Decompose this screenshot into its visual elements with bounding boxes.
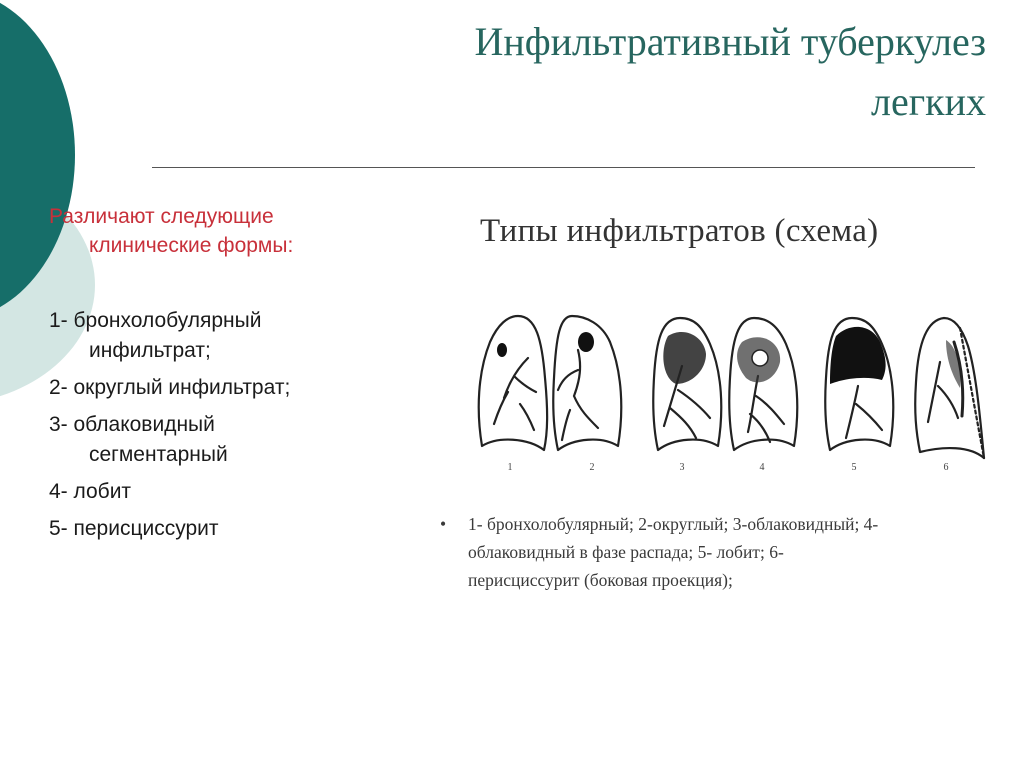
list-item-line2: инфильтрат; [89,339,211,362]
lung-outline-3 [653,318,721,450]
intro-line1: Различают следующие [49,205,274,228]
list-item-line1: 2- округлый инфильтрат; [49,376,291,399]
list-item-line1: 1- бронхолобулярный [49,309,262,332]
list-item-line2: сегментарный [89,443,228,466]
lung-number-6: 6 [943,462,949,473]
figure-caption [440,510,1020,594]
lung-outline-5 [825,318,893,450]
list-item-line1: 4- лобит [49,480,132,503]
lung-number-5: 5 [851,462,857,473]
intro-line2: клинические формы: [89,234,294,257]
title-divider [152,167,975,168]
slide-title-line1: Инфильтративный туберкулез [474,19,986,64]
list-item [49,373,290,403]
clinical-forms-list [49,306,290,551]
list-item [49,306,290,366]
lung-number-4: 4 [759,462,765,473]
slide-title-line2: легких [871,79,986,124]
lung-diagram [470,306,995,486]
caption-line1: 1- бронхолобулярный; 2-округлый; 3-облаковидный; 4- [468,514,879,534]
caption-bullet: • [440,514,447,534]
caption-line3: перисциссурит (боковая проекция); [468,570,733,590]
lung-number-3: 3 [679,462,685,473]
lung-number-2: 2 [589,462,595,473]
lung-outline-2 [553,316,621,450]
list-item [49,514,290,544]
intro-text [49,202,293,260]
lung-outline-6 [915,318,984,458]
figure-title: Типы инфильтратов (схема) [480,213,879,249]
list-item-line1: 5- перисциссурит [49,517,219,540]
slide-title [266,12,986,132]
caption-line2: облаковидный в фазе распада; 5- лобит; 6- [468,542,784,562]
lung-outline-4 [729,318,797,450]
lung-outline-1 [479,316,547,450]
list-item [49,477,290,507]
list-item [49,410,290,470]
list-item-line1: 3- облаковидный [49,413,215,436]
lung-number-1: 1 [507,462,513,473]
